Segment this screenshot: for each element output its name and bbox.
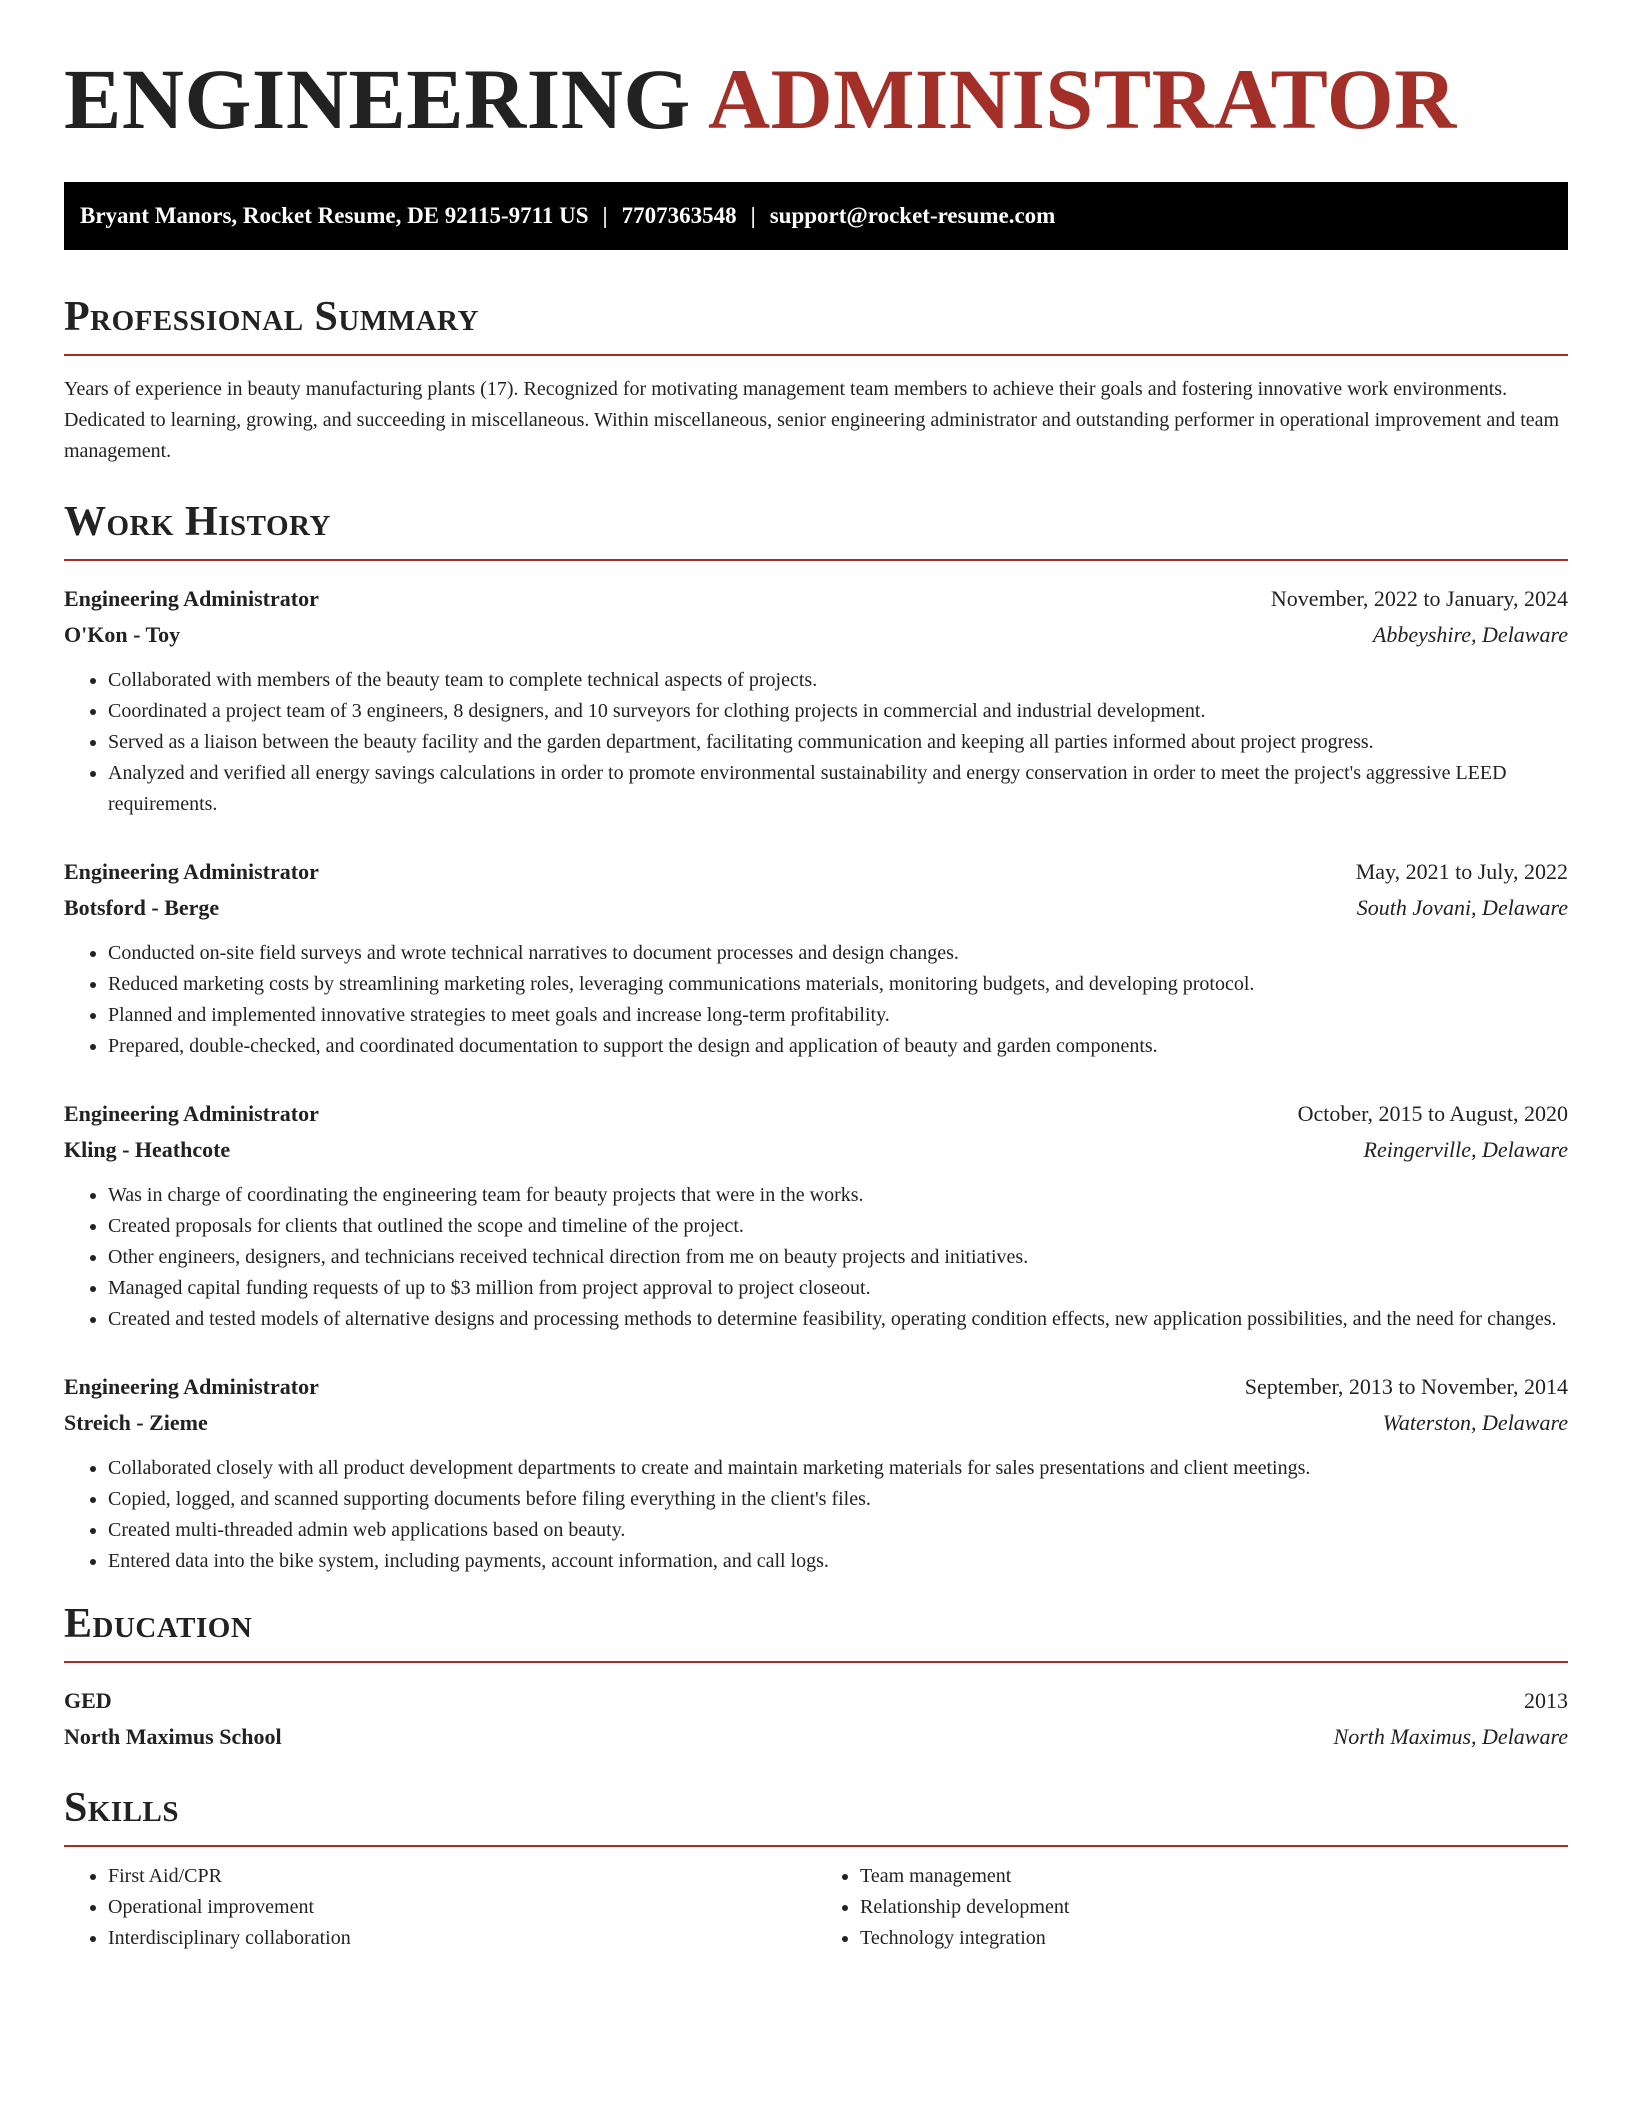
job-bullet: • Reduced marketing costs by streamlining marketing roles, leveraging communications materials, monitoring budgets, and developing protocol. bbox=[108, 969, 1568, 1000]
section-title-work-history: Work History bbox=[64, 501, 1568, 561]
job-bullet: • Served as a liaison between the beauty facility and the garden department, facilitating communication and keeping all parties informed about project progress. bbox=[108, 727, 1568, 758]
job-bullet: • Created multi-threaded admin web applications based on beauty. bbox=[108, 1515, 1568, 1546]
summary-section bbox=[64, 296, 1568, 467]
contact-bar bbox=[64, 182, 1568, 250]
job-bullets bbox=[64, 1453, 1568, 1577]
job-location: Waterston, Delaware bbox=[1382, 1410, 1568, 1435]
job-bullet: • Conducted on-site field surveys and wrote technical narratives to document processes and design changes. bbox=[108, 938, 1568, 969]
job-dates: October, 2015 to August, 2020 bbox=[1297, 1101, 1568, 1126]
education-degree: GED bbox=[64, 1688, 112, 1713]
job-dates: September, 2013 to November, 2014 bbox=[1244, 1374, 1568, 1399]
skills-columns bbox=[64, 1861, 1568, 1954]
job-bullet: • Collaborated with members of the beauty team to complete technical aspects of projects. bbox=[108, 665, 1568, 696]
section-title-education: Education bbox=[64, 1603, 1568, 1663]
skills-column bbox=[816, 1861, 1568, 1954]
skill-item: • Technology integration bbox=[860, 1923, 1568, 1954]
skill-item: • Relationship development bbox=[860, 1892, 1568, 1923]
education-year: 2013 bbox=[1524, 1688, 1568, 1713]
job-dates: May, 2021 to July, 2022 bbox=[1355, 859, 1568, 884]
summary-text: Years of experience in beauty manufacturing plants (17). Recognized for motivating management team members to achieve their goals and fostering innovative work environments. Dedicated to learning, growing, and succeeding in miscellaneous. Within miscellaneous, senior engineering administrator and outstanding performer in operational improvement and team management. bbox=[64, 378, 1560, 462]
name-last: ADMINISTRATOR bbox=[708, 51, 1457, 147]
job-entry bbox=[64, 1096, 1568, 1335]
name-first: ENGINEERING bbox=[64, 51, 691, 147]
job-company: Kling - Heathcote bbox=[64, 1137, 231, 1162]
contact-phone: 7707363548 bbox=[621, 203, 737, 228]
job-bullet: • Copied, logged, and scanned supporting documents before filing everything in the client's files. bbox=[108, 1484, 1568, 1515]
section-title-skills: Skills bbox=[64, 1787, 1568, 1847]
job-company: Botsford - Berge bbox=[64, 895, 220, 920]
skill-item: • First Aid/CPR bbox=[108, 1861, 816, 1892]
job-bullet: • Analyzed and verified all energy savings calculations in order to promote environmental sustainability and energy conservation in order to meet the project's aggressive LEED requirements. bbox=[108, 758, 1568, 820]
job-bullet: • Coordinated a project team of 3 engineers, 8 designers, and 10 surveyors for clothing projects in commercial and industrial development. bbox=[108, 696, 1568, 727]
education-section bbox=[64, 1603, 1568, 1755]
job-role: Engineering Administrator bbox=[64, 586, 319, 611]
job-bullets bbox=[64, 1180, 1568, 1335]
job-bullets bbox=[64, 938, 1568, 1062]
job-entry bbox=[64, 581, 1568, 820]
job-role: Engineering Administrator bbox=[64, 1374, 319, 1399]
job-location: South Jovani, Delaware bbox=[1356, 895, 1568, 920]
skill-item: • Team management bbox=[860, 1861, 1568, 1892]
job-role: Engineering Administrator bbox=[64, 1101, 319, 1126]
contact-address: Bryant Manors, Rocket Resume, DE 92115-9711 US bbox=[80, 203, 589, 228]
education-school: North Maximus School bbox=[64, 1724, 282, 1749]
job-company: O'Kon - Toy bbox=[64, 622, 181, 647]
job-bullet: • Planned and implemented innovative strategies to meet goals and increase long-term profitability. bbox=[108, 1000, 1568, 1031]
skills-column bbox=[64, 1861, 816, 1954]
job-bullet: • Entered data into the bike system, including payments, account information, and call logs. bbox=[108, 1546, 1568, 1577]
job-role: Engineering Administrator bbox=[64, 859, 319, 884]
contact-email: support@rocket-resume.com bbox=[769, 203, 1056, 228]
resume-name bbox=[64, 51, 1568, 147]
job-location: Abbeyshire, Delaware bbox=[1372, 622, 1568, 647]
job-entry bbox=[64, 1369, 1568, 1577]
job-dates: November, 2022 to January, 2024 bbox=[1270, 586, 1568, 611]
job-bullets bbox=[64, 665, 1568, 820]
job-location: Reingerville, Delaware bbox=[1363, 1137, 1568, 1162]
education-entry bbox=[64, 1683, 1568, 1755]
contact-separator: | bbox=[602, 203, 608, 228]
job-bullet: • Collaborated closely with all product development departments to create and maintain marketing materials for sales presentations and client meetings. bbox=[108, 1453, 1568, 1484]
contact-separator: | bbox=[750, 203, 756, 228]
skill-item: • Operational improvement bbox=[108, 1892, 816, 1923]
job-bullet: • Prepared, double-checked, and coordinated documentation to support the design and application of beauty and garden components. bbox=[108, 1031, 1568, 1062]
work-history-section bbox=[64, 501, 1568, 1577]
job-company: Streich - Zieme bbox=[64, 1410, 208, 1435]
job-bullet: • Other engineers, designers, and technicians received technical direction from me on beauty projects and initiatives. bbox=[108, 1242, 1568, 1273]
section-title-summary: Professional Summary bbox=[64, 296, 1568, 356]
job-entry bbox=[64, 854, 1568, 1062]
skills-section bbox=[64, 1787, 1568, 1954]
job-bullet: • Created and tested models of alternative designs and processing methods to determine feasibility, operating condition effects, new application possibilities, and the need for changes. bbox=[108, 1304, 1568, 1335]
education-location: North Maximus, Delaware bbox=[1333, 1724, 1568, 1749]
job-bullet: • Created proposals for clients that outlined the scope and timeline of the project. bbox=[108, 1211, 1568, 1242]
job-bullet: • Was in charge of coordinating the engineering team for beauty projects that were in the works. bbox=[108, 1180, 1568, 1211]
skill-item: • Interdisciplinary collaboration bbox=[108, 1923, 816, 1954]
job-bullet: • Managed capital funding requests of up to $3 million from project approval to project closeout. bbox=[108, 1273, 1568, 1304]
